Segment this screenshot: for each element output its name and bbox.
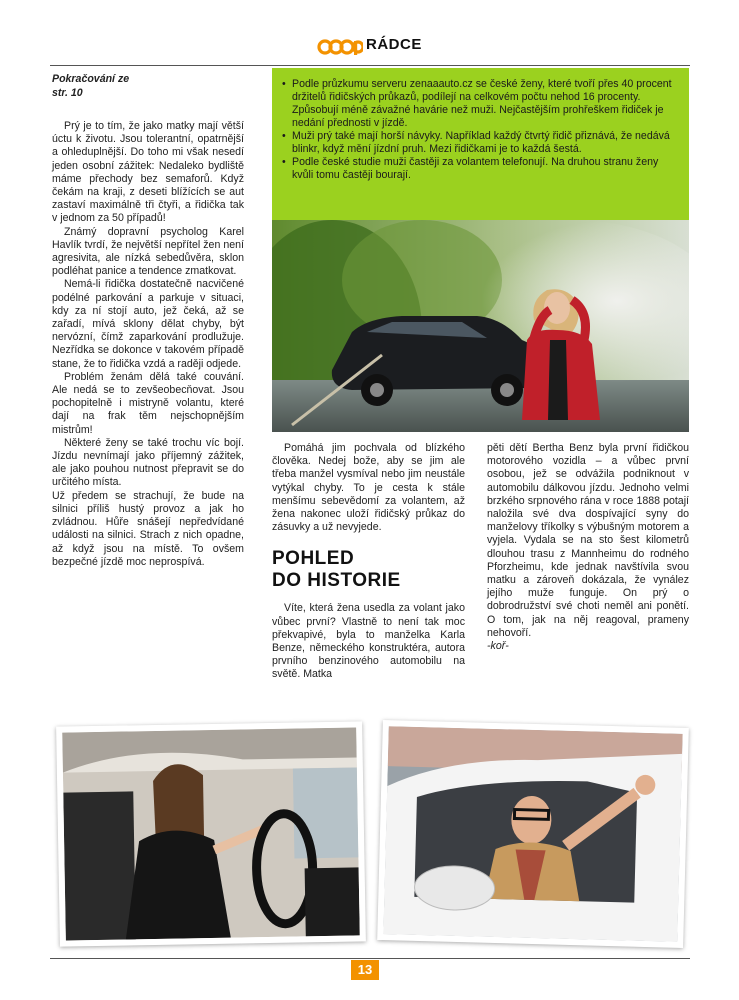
paragraph: Některé ženy se také trochu víc bojí. Jízdu nevnímají jako příjemný zážitek, ale jako pouhou nutnost přepravit se do určitého místa.	[52, 436, 244, 489]
paragraph: Už předem se strachují, že bude na silnici příliš hustý provoz a jak ho zvládnou. Hůře snášejí nepředvídané události na silnici. Strach z nich opadne, až když jsou na místě. To ovšem bezpečné jízdě moc neprospívá.	[52, 489, 244, 568]
fact-item: • Podle průzkumu serveru zenaaauto.cz se české ženy, které tvoří přes 40 procent držitelů řidičských průkazů, podílejí na celkovém počtu nehod 16 procenty. Způsobují méně závažné havárie než muži. Nejčastějším prohřeškem řidiček je nedání přednosti v jízdě.	[282, 78, 682, 130]
paragraph: Víte, která žena usedla za volant jako vůbec první? Vlastně to není tak moc překvapivé, byla to manželka Karla Benze, německého konstruktéra, autora prvního benzinového automobilu na světě. Matka	[272, 602, 465, 681]
woman-driver-photo	[56, 721, 366, 946]
author-signature: -koř-	[487, 640, 509, 653]
column-middle	[272, 442, 465, 682]
paragraph: pěti dětí Bertha Benz byla první řidičkou motorového vozidla – a vůbec první osobou, jež se odvážila podniknout v automobilu dálkovou jízdu. Jednoho velmi brzkého srpnového rána v roce 1888 potají naložila své dva dospívající syny do manželovy tříkolky s výbušným motorem a vyjela. Vydala se na sto šest kilometrů dlouhou trasu z Mannheimu do rodného Pforzheimu, kde jednak navštívila svou matku a zároveň dokázala, že vynález jejího muže funguje. On prý o dobrodružství své choti neměl ani ponětí. O tom, jak na něj reagoval, prameny nehovoří.	[487, 442, 689, 639]
paragraph: Problém ženám dělá také couvání. Ale nedá se to zevšeobecňovat. Jsou pochopitelně i mistryně volantu, které dají na frak těm nejschopnějším mistrům!	[52, 370, 244, 436]
fact-item: • Muži prý také mají horší návyky. Například každý čtvrtý řidič přiznává, že nedává blinkr, když mění jízdní pruh. Mezi řidičkami je to každá šestá.	[282, 130, 682, 156]
paragraph: Pomáhá jim pochvala od blízkého člověka. Nedej bože, aby se jim ale třeba manžel vysmíval nebo jim neustále vytýkal chyby. To je cesta k stále menšímu sebevědomí za volantem, až žena nakonec uloží řidičský průkaz do zásuvky a už nevyjede.	[272, 442, 465, 534]
page-header	[0, 34, 739, 58]
paragraph: Nemá-li řidička dostatečně nacvičené podélné parkování a parkuje v situaci, kdy za ní stojí auto, jež čeká, až se zařadí, mívá sklony dělat chyby, být nervózní, čímž zaparkování prodlužuje. Nezřídka se dokonce v takovém případě stane, že to řidička vzdá a raději odjede.	[52, 278, 244, 370]
paragraph: Prý je to tím, že jako matky mají větší úctu k životu. Jsou tolerantní, opatrnější a ohleduplnější. Do toho mi však nesedí jeden osobní zážitek: Nedaleko bydliště máme přechody bez semaforů. Když čekám na kraji, z deseti blížících se aut zastaví maximálně tři čtyři, a řidička tak v jednom za 50 případů!	[52, 120, 244, 225]
header-title: RÁDCE	[366, 36, 422, 53]
header-divider	[50, 65, 690, 66]
column-left	[52, 72, 244, 569]
paragraph: Známý dopravní psycholog Karel Havlík tvrdí, že největší nepřítel žen není agresivita, ale nízká sebedůvěra, sklon podléhat panice a tendence zmatkovat.	[52, 225, 244, 278]
crash-photo	[272, 220, 689, 432]
section-heading	[272, 548, 465, 592]
section-heading-line: POHLED	[272, 548, 355, 570]
angry-man-driver-photo	[377, 720, 689, 948]
footer-divider	[50, 958, 690, 959]
page-number: 13	[351, 960, 379, 980]
section-heading-line: DO HISTORIE	[272, 570, 401, 592]
column-right	[487, 442, 689, 653]
facts-list	[282, 78, 682, 182]
fact-item: • Podle české studie muži častěji za volantem telefonují. Na druhou stranu ženy kvůli tomu častěji bourají.	[282, 156, 682, 182]
coop-logo	[317, 37, 363, 55]
continued-label: Pokračování ze str. 10	[52, 73, 130, 99]
